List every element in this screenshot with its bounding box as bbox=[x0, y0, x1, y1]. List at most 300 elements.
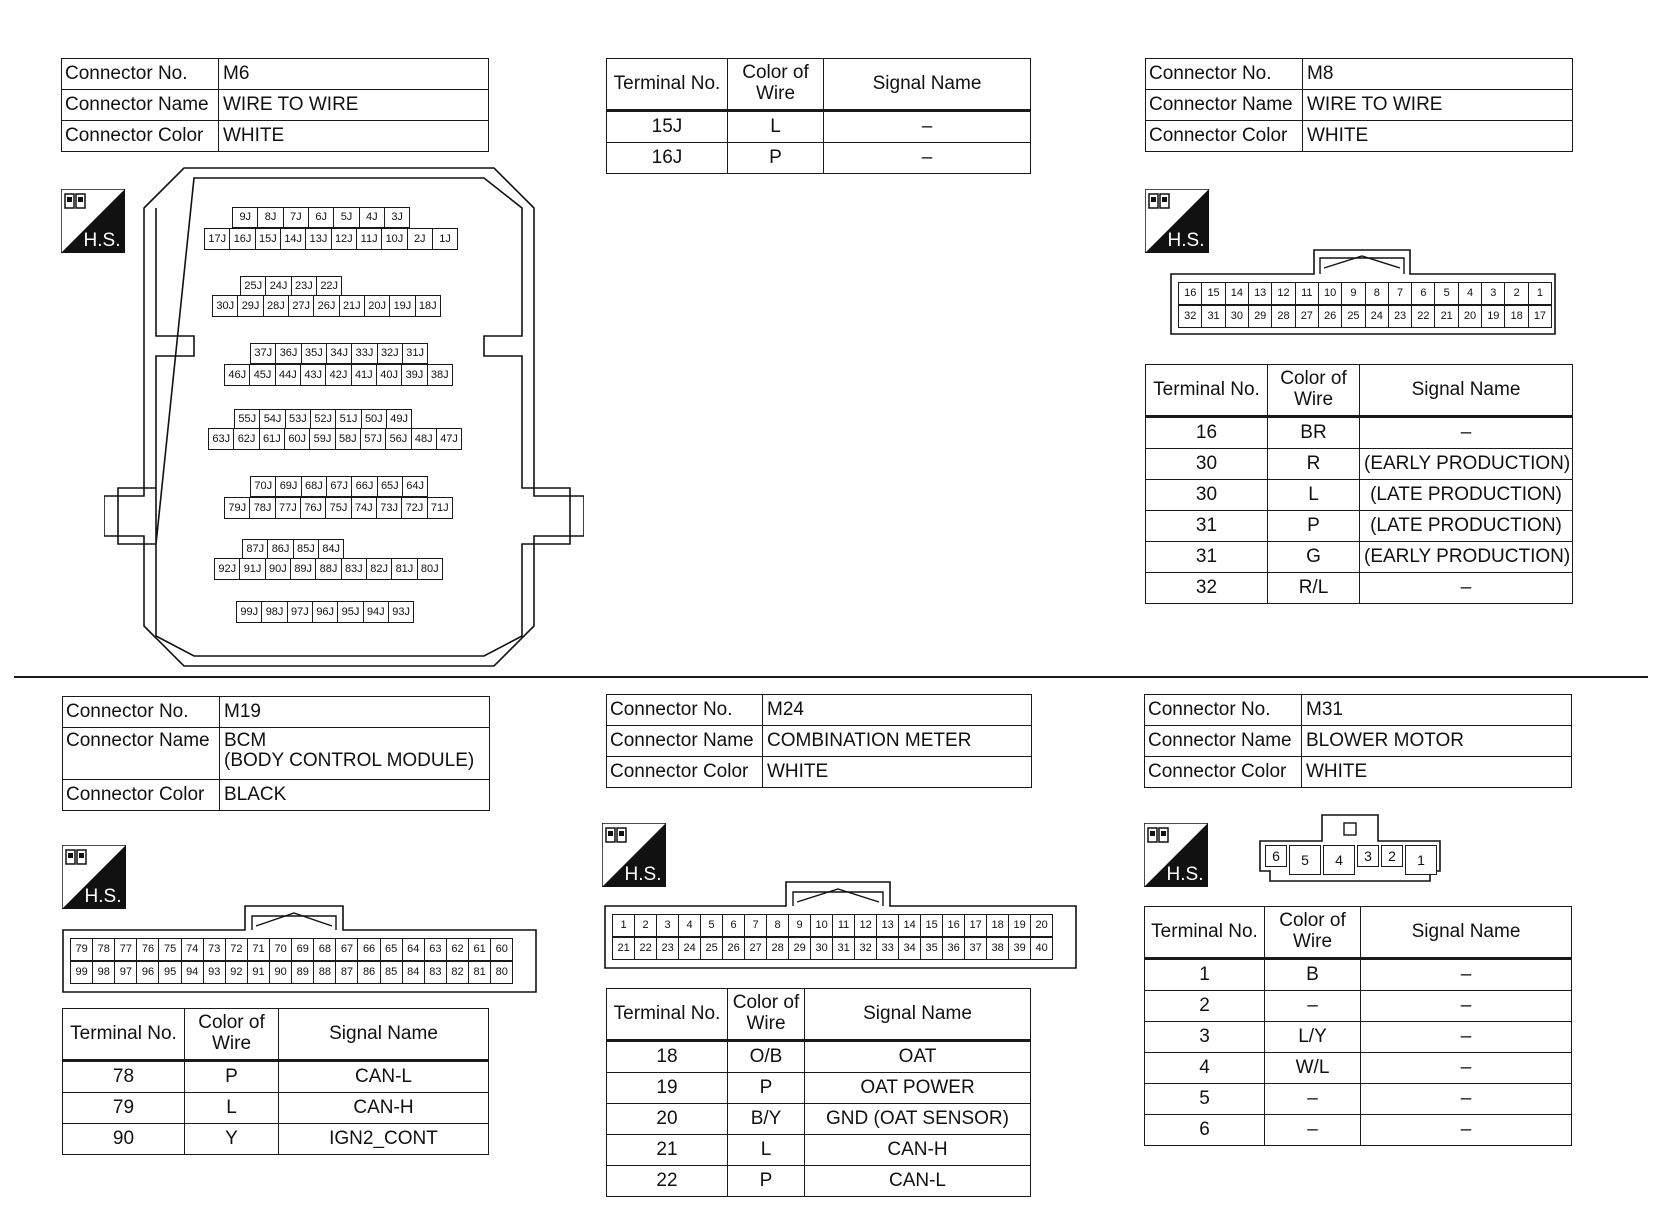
m24-name-label: Connector Name bbox=[607, 726, 763, 757]
m8-pin: 27 bbox=[1295, 305, 1320, 328]
m19-pin: 79 bbox=[70, 938, 93, 961]
m8-color-header: Color of Wire bbox=[1268, 365, 1360, 417]
m24-wire-color: B/Y bbox=[728, 1104, 805, 1135]
m31-terminal-row bbox=[1145, 1022, 1572, 1053]
m24-info-table bbox=[606, 694, 1032, 788]
m8-pin: 23 bbox=[1388, 305, 1413, 328]
m6-pin: 92J bbox=[214, 558, 241, 580]
m24-pin: 19 bbox=[1008, 914, 1031, 937]
m24-pin: 33 bbox=[876, 937, 899, 960]
m19-pin: 96 bbox=[136, 961, 159, 984]
m6-pin: 22J bbox=[316, 276, 343, 297]
m6-terminal-row bbox=[607, 111, 1031, 143]
m6-pin: 94J bbox=[363, 601, 390, 623]
m19-pin: 80 bbox=[490, 961, 513, 984]
m6-pin: 38J bbox=[427, 364, 454, 386]
m8-pin: 29 bbox=[1248, 305, 1273, 328]
m19-terminal-header: Terminal No. bbox=[63, 1009, 185, 1061]
m6-pin: 34J bbox=[326, 343, 353, 364]
m8-terminal-row bbox=[1146, 511, 1573, 542]
m31-signal-name: – bbox=[1361, 991, 1572, 1022]
m8-terminal-table bbox=[1145, 364, 1573, 604]
m6-pin: 47J bbox=[436, 428, 463, 450]
m8-pin: 12 bbox=[1271, 282, 1296, 305]
m6-pin: 99J bbox=[236, 601, 263, 623]
m31-terminal-no: 4 bbox=[1145, 1053, 1265, 1084]
m6-pin: 78J bbox=[249, 497, 276, 519]
m24-pin: 5 bbox=[700, 914, 723, 937]
m6-signal-header: Signal Name bbox=[824, 59, 1031, 111]
m24-pin: 34 bbox=[898, 937, 921, 960]
m19-pin: 95 bbox=[158, 961, 181, 984]
m8-signal-name: (EARLY PRODUCTION) bbox=[1360, 449, 1573, 480]
m31-terminal-header: Terminal No. bbox=[1145, 907, 1265, 959]
m6-pin: 48J bbox=[411, 428, 438, 450]
m6-pin: 15J bbox=[255, 228, 282, 250]
m31-wire-color: – bbox=[1265, 1084, 1361, 1115]
m6-pin: 33J bbox=[351, 343, 378, 364]
m6-pin: 17J bbox=[204, 228, 231, 250]
m6-pin: 7J bbox=[283, 207, 310, 228]
m24-pin: 36 bbox=[942, 937, 965, 960]
m24-terminal-no: 21 bbox=[607, 1135, 728, 1166]
m24-pin: 32 bbox=[854, 937, 877, 960]
m6-pin: 36J bbox=[275, 343, 302, 364]
m31-terminal-no: 6 bbox=[1145, 1115, 1265, 1146]
m6-wire-color: P bbox=[728, 143, 824, 174]
m24-terminal-row bbox=[607, 1073, 1031, 1104]
m6-pin: 41J bbox=[351, 364, 378, 386]
m6-pin: 60J bbox=[284, 428, 311, 450]
m31-pin: 3 bbox=[1357, 845, 1379, 867]
m24-pin: 40 bbox=[1030, 937, 1053, 960]
m6-pin: 25J bbox=[240, 276, 267, 297]
m24-terminal-no: 22 bbox=[607, 1166, 728, 1197]
m8-terminal-row bbox=[1146, 480, 1573, 511]
m6-pin: 28J bbox=[263, 295, 290, 317]
m24-pin: 23 bbox=[656, 937, 679, 960]
m6-color-value: WHITE bbox=[219, 121, 489, 152]
m6-pin: 45J bbox=[249, 364, 276, 386]
m6-pin: 32J bbox=[377, 343, 404, 364]
m8-signal-name: – bbox=[1360, 417, 1573, 449]
m31-wire-color: L/Y bbox=[1265, 1022, 1361, 1053]
m24-signal-name: GND (OAT SENSOR) bbox=[805, 1104, 1031, 1135]
m6-pin: 64J bbox=[402, 476, 429, 497]
m6-signal-name: – bbox=[824, 111, 1031, 143]
m8-signal-header: Signal Name bbox=[1360, 365, 1573, 417]
m8-pin: 20 bbox=[1458, 305, 1483, 328]
m19-pin: 89 bbox=[291, 961, 314, 984]
m19-pin: 74 bbox=[181, 938, 204, 961]
m8-pin: 7 bbox=[1388, 282, 1413, 305]
m6-pin: 91J bbox=[239, 558, 266, 580]
m6-wire-color: L bbox=[728, 111, 824, 143]
m31-pin: 4 bbox=[1323, 845, 1355, 875]
m8-no-value: M8 bbox=[1303, 59, 1573, 90]
m6-pin: 26J bbox=[313, 295, 340, 317]
m8-pin: 28 bbox=[1271, 305, 1296, 328]
m6-pin: 63J bbox=[208, 428, 235, 450]
m8-name-label: Connector Name bbox=[1146, 90, 1303, 121]
m19-pin: 90 bbox=[269, 961, 292, 984]
m6-no-value: M6 bbox=[219, 59, 489, 90]
hs-label: H.S. bbox=[1166, 864, 1204, 885]
m19-pin: 98 bbox=[92, 961, 115, 984]
m8-terminal-no: 31 bbox=[1146, 511, 1268, 542]
m6-signal-name: – bbox=[824, 143, 1031, 174]
m31-terminal-row bbox=[1145, 1084, 1572, 1115]
m6-terminal-header: Terminal No. bbox=[607, 59, 728, 111]
m6-pin: 74J bbox=[351, 497, 378, 519]
m8-pin: 15 bbox=[1201, 282, 1226, 305]
m6-pin: 8J bbox=[257, 207, 284, 228]
m6-pin: 95J bbox=[337, 601, 364, 623]
m6-pin: 31J bbox=[402, 343, 429, 364]
m31-name-label: Connector Name bbox=[1145, 726, 1302, 757]
m8-no-label: Connector No. bbox=[1146, 59, 1303, 90]
m8-pin: 9 bbox=[1341, 282, 1366, 305]
m6-pin: 88J bbox=[315, 558, 342, 580]
m31-terminal-no: 3 bbox=[1145, 1022, 1265, 1053]
m19-no-value: M19 bbox=[220, 697, 490, 728]
m19-pin-row bbox=[70, 961, 512, 984]
m6-pin: 96J bbox=[312, 601, 339, 623]
section-divider bbox=[14, 676, 1648, 678]
m6-pin: 81J bbox=[391, 558, 418, 580]
m19-pin: 71 bbox=[247, 938, 270, 961]
hs-label: H.S. bbox=[83, 230, 121, 251]
m6-pin: 72J bbox=[401, 497, 428, 519]
m24-terminal-table bbox=[606, 988, 1031, 1197]
m24-pin: 28 bbox=[766, 937, 789, 960]
m6-pin: 9J bbox=[232, 207, 259, 228]
m8-color-value: WHITE bbox=[1303, 121, 1573, 152]
m6-pin: 43J bbox=[300, 364, 327, 386]
m19-pin: 68 bbox=[313, 938, 336, 961]
m6-pin: 30J bbox=[212, 295, 239, 317]
m8-wire-color: R bbox=[1268, 449, 1360, 480]
m24-pin: 31 bbox=[832, 937, 855, 960]
m24-pin: 15 bbox=[920, 914, 943, 937]
m6-pin: 39J bbox=[401, 364, 428, 386]
m19-pin: 91 bbox=[247, 961, 270, 984]
m8-pin: 32 bbox=[1178, 305, 1203, 328]
m24-pin: 9 bbox=[788, 914, 811, 937]
m19-pin: 65 bbox=[380, 938, 403, 961]
m8-pin: 5 bbox=[1434, 282, 1459, 305]
m6-pin: 13J bbox=[305, 228, 332, 250]
m24-pin: 3 bbox=[656, 914, 679, 937]
m6-pin: 80J bbox=[417, 558, 444, 580]
m6-pin: 2J bbox=[407, 228, 434, 250]
m31-terminal-no: 1 bbox=[1145, 959, 1265, 991]
m24-signal-name: OAT bbox=[805, 1041, 1031, 1073]
m6-pin: 59J bbox=[309, 428, 336, 450]
m6-pin: 53J bbox=[285, 409, 312, 430]
m6-pin: 6J bbox=[308, 207, 335, 228]
m24-pin-row bbox=[612, 937, 1052, 960]
m31-signal-name: – bbox=[1361, 1053, 1572, 1084]
m6-pin: 1J bbox=[432, 228, 459, 250]
m19-pin: 75 bbox=[158, 938, 181, 961]
m24-pin: 21 bbox=[612, 937, 635, 960]
m24-wire-color: O/B bbox=[728, 1041, 805, 1073]
m31-name-value: BLOWER MOTOR bbox=[1302, 726, 1572, 757]
m24-terminal-no: 20 bbox=[607, 1104, 728, 1135]
m31-terminal-row bbox=[1145, 1053, 1572, 1084]
m24-pin: 26 bbox=[722, 937, 745, 960]
m24-color-header: Color of Wire bbox=[728, 989, 805, 1041]
m6-pin: 79J bbox=[224, 497, 251, 519]
m19-signal-name: IGN2_CONT bbox=[279, 1124, 489, 1155]
m6-pin-row bbox=[224, 364, 452, 386]
m19-pin: 70 bbox=[269, 938, 292, 961]
m19-terminal-no: 78 bbox=[63, 1061, 185, 1093]
m8-terminal-no: 16 bbox=[1146, 417, 1268, 449]
m6-pin: 50J bbox=[361, 409, 388, 430]
m6-pin: 56J bbox=[385, 428, 412, 450]
m24-name-value: COMBINATION METER bbox=[763, 726, 1032, 757]
m6-name-label: Connector Name bbox=[62, 90, 219, 121]
m8-pin: 24 bbox=[1365, 305, 1390, 328]
m8-pin: 30 bbox=[1225, 305, 1250, 328]
m31-pin: 2 bbox=[1381, 845, 1403, 867]
m31-wire-color: – bbox=[1265, 991, 1361, 1022]
m19-name-value: BCM (BODY CONTROL MODULE) bbox=[220, 728, 490, 780]
m19-color-label: Connector Color bbox=[63, 780, 220, 811]
m6-terminal-table bbox=[606, 58, 1031, 174]
harness-side-icon bbox=[1144, 823, 1208, 887]
m8-wire-color: BR bbox=[1268, 417, 1360, 449]
m31-signal-header: Signal Name bbox=[1361, 907, 1572, 959]
m19-pin: 85 bbox=[380, 961, 403, 984]
m8-wire-color: P bbox=[1268, 511, 1360, 542]
m19-wire-color: P bbox=[185, 1061, 279, 1093]
m6-pin: 66J bbox=[351, 476, 378, 497]
m6-pin: 62J bbox=[233, 428, 260, 450]
m19-pin: 64 bbox=[402, 938, 425, 961]
m31-terminal-row bbox=[1145, 1115, 1572, 1146]
m6-pin-row bbox=[212, 295, 440, 317]
m31-signal-name: – bbox=[1361, 1115, 1572, 1146]
m24-pin: 39 bbox=[1008, 937, 1031, 960]
m8-pin: 21 bbox=[1434, 305, 1459, 328]
m19-pin: 61 bbox=[468, 938, 491, 961]
m31-terminal-row bbox=[1145, 991, 1572, 1022]
m19-signal-name: CAN-L bbox=[279, 1061, 489, 1093]
harness-side-icon bbox=[62, 845, 126, 909]
m31-no-label: Connector No. bbox=[1145, 695, 1302, 726]
m24-signal-name: CAN-H bbox=[805, 1135, 1031, 1166]
m31-pin: 6 bbox=[1265, 845, 1287, 867]
m24-pin: 16 bbox=[942, 914, 965, 937]
m8-pin: 31 bbox=[1201, 305, 1226, 328]
m19-name-label: Connector Name bbox=[63, 728, 220, 780]
m6-pin: 4J bbox=[359, 207, 386, 228]
m31-wire-color: B bbox=[1265, 959, 1361, 991]
m31-no-value: M31 bbox=[1302, 695, 1572, 726]
m8-pin: 18 bbox=[1504, 305, 1529, 328]
m24-signal-name: OAT POWER bbox=[805, 1073, 1031, 1104]
m24-pin: 24 bbox=[678, 937, 701, 960]
m19-pin: 63 bbox=[424, 938, 447, 961]
m8-terminal-no: 32 bbox=[1146, 573, 1268, 604]
m6-terminal-row bbox=[607, 143, 1031, 174]
m6-pin: 18J bbox=[415, 295, 442, 317]
m6-pin: 55J bbox=[234, 409, 261, 430]
m6-color-label: Connector Color bbox=[62, 121, 219, 152]
m8-pin: 3 bbox=[1481, 282, 1506, 305]
m6-pin: 11J bbox=[356, 228, 383, 250]
m24-pin: 7 bbox=[744, 914, 767, 937]
m24-pin-row bbox=[612, 914, 1052, 937]
m6-pin-row bbox=[236, 601, 413, 623]
m8-terminal-no: 31 bbox=[1146, 542, 1268, 573]
m6-pin: 71J bbox=[427, 497, 454, 519]
m19-pin: 73 bbox=[203, 938, 226, 961]
m6-pin: 40J bbox=[376, 364, 403, 386]
m6-pin: 10J bbox=[381, 228, 408, 250]
m24-terminal-row bbox=[607, 1041, 1031, 1073]
m6-pin: 54J bbox=[259, 409, 286, 430]
m8-pin: 1 bbox=[1528, 282, 1553, 305]
m24-pin: 37 bbox=[964, 937, 987, 960]
m19-no-label: Connector No. bbox=[63, 697, 220, 728]
m31-terminal-row bbox=[1145, 959, 1572, 991]
m24-pin: 10 bbox=[810, 914, 833, 937]
m19-terminal-row bbox=[63, 1124, 489, 1155]
m8-color-label: Connector Color bbox=[1146, 121, 1303, 152]
m19-signal-header: Signal Name bbox=[279, 1009, 489, 1061]
m6-pin: 14J bbox=[280, 228, 307, 250]
m19-signal-name: CAN-H bbox=[279, 1093, 489, 1124]
m19-pin: 78 bbox=[92, 938, 115, 961]
m8-signal-name: (LATE PRODUCTION) bbox=[1360, 480, 1573, 511]
m24-signal-header: Signal Name bbox=[805, 989, 1031, 1041]
m19-wire-color: Y bbox=[185, 1124, 279, 1155]
m8-pin: 26 bbox=[1318, 305, 1343, 328]
m19-pin: 83 bbox=[424, 961, 447, 984]
m6-pin-row bbox=[234, 409, 411, 430]
m31-pin: 1 bbox=[1405, 845, 1437, 875]
m6-pin: 52J bbox=[310, 409, 337, 430]
m6-pin: 65J bbox=[377, 476, 404, 497]
m24-pin: 11 bbox=[832, 914, 855, 937]
m19-color-value: BLACK bbox=[220, 780, 490, 811]
m8-terminal-row bbox=[1146, 542, 1573, 573]
m6-pin: 12J bbox=[331, 228, 358, 250]
m8-terminal-row bbox=[1146, 573, 1573, 604]
m6-pin: 82J bbox=[366, 558, 393, 580]
m6-pin: 97J bbox=[287, 601, 314, 623]
m24-terminal-header: Terminal No. bbox=[607, 989, 728, 1041]
m31-signal-name: – bbox=[1361, 1084, 1572, 1115]
m24-terminal-row bbox=[607, 1166, 1031, 1197]
m24-color-label: Connector Color bbox=[607, 757, 763, 788]
m8-pin: 11 bbox=[1295, 282, 1320, 305]
m8-pin: 17 bbox=[1528, 305, 1553, 328]
m19-pin: 67 bbox=[335, 938, 358, 961]
m19-pin: 87 bbox=[335, 961, 358, 984]
m6-pin: 57J bbox=[360, 428, 387, 450]
m31-color-value: WHITE bbox=[1302, 757, 1572, 788]
m6-pin: 49J bbox=[386, 409, 413, 430]
m24-pin: 27 bbox=[744, 937, 767, 960]
m31-signal-name: – bbox=[1361, 1022, 1572, 1053]
m19-pin: 60 bbox=[490, 938, 513, 961]
m24-wire-color: P bbox=[728, 1166, 805, 1197]
m8-info-table bbox=[1145, 58, 1573, 152]
m8-pin: 8 bbox=[1365, 282, 1390, 305]
m24-wire-color: P bbox=[728, 1073, 805, 1104]
m6-pin: 19J bbox=[389, 295, 416, 317]
m24-wire-color: L bbox=[728, 1135, 805, 1166]
m19-color-header: Color of Wire bbox=[185, 1009, 279, 1061]
m8-pin: 13 bbox=[1248, 282, 1273, 305]
harness-side-icon bbox=[1145, 189, 1209, 253]
m31-wire-color: W/L bbox=[1265, 1053, 1361, 1084]
m19-pin-row bbox=[70, 938, 512, 961]
m31-pin-row bbox=[1265, 845, 1439, 875]
m31-terminal-table bbox=[1144, 906, 1572, 1146]
m6-pin: 37J bbox=[250, 343, 277, 364]
m31-color-header: Color of Wire bbox=[1265, 907, 1361, 959]
m24-pin: 14 bbox=[898, 914, 921, 937]
m19-terminal-row bbox=[63, 1061, 489, 1093]
m6-pin: 67J bbox=[326, 476, 353, 497]
m31-pin: 5 bbox=[1289, 845, 1321, 875]
m19-pin: 99 bbox=[70, 961, 93, 984]
m31-wire-color: – bbox=[1265, 1115, 1361, 1146]
m19-wire-color: L bbox=[185, 1093, 279, 1124]
m8-name-value: WIRE TO WIRE bbox=[1303, 90, 1573, 121]
m24-terminal-no: 19 bbox=[607, 1073, 728, 1104]
m6-pin: 46J bbox=[224, 364, 251, 386]
m6-pin: 3J bbox=[384, 207, 411, 228]
m31-terminal-no: 2 bbox=[1145, 991, 1265, 1022]
m24-pin: 20 bbox=[1030, 914, 1053, 937]
harness-side-icon bbox=[602, 823, 666, 887]
m6-pin-row bbox=[232, 207, 409, 228]
m31-terminal-no: 5 bbox=[1145, 1084, 1265, 1115]
m6-pin: 90J bbox=[265, 558, 292, 580]
m19-pin: 66 bbox=[357, 938, 380, 961]
m6-pin-row bbox=[250, 476, 427, 497]
m6-pin: 61J bbox=[259, 428, 286, 450]
m6-pin: 5J bbox=[333, 207, 360, 228]
m6-pin-row bbox=[240, 276, 341, 297]
m19-pin: 72 bbox=[225, 938, 248, 961]
m6-pin: 20J bbox=[364, 295, 391, 317]
m8-terminal-row bbox=[1146, 449, 1573, 480]
m6-terminal-no: 15J bbox=[607, 111, 728, 143]
m6-pin: 24J bbox=[265, 276, 292, 297]
m8-signal-name: (EARLY PRODUCTION) bbox=[1360, 542, 1573, 573]
m8-terminal-row bbox=[1146, 417, 1573, 449]
m8-terminal-no: 30 bbox=[1146, 449, 1268, 480]
m19-terminal-no: 90 bbox=[63, 1124, 185, 1155]
m6-no-label: Connector No. bbox=[62, 59, 219, 90]
m8-pin-row bbox=[1178, 282, 1551, 305]
m8-terminal-header: Terminal No. bbox=[1146, 365, 1268, 417]
m6-pin: 89J bbox=[290, 558, 317, 580]
m24-pin: 22 bbox=[634, 937, 657, 960]
m19-pin: 97 bbox=[114, 961, 137, 984]
m6-pin: 98J bbox=[261, 601, 288, 623]
m24-pin: 38 bbox=[986, 937, 1009, 960]
m8-pin: 4 bbox=[1458, 282, 1483, 305]
